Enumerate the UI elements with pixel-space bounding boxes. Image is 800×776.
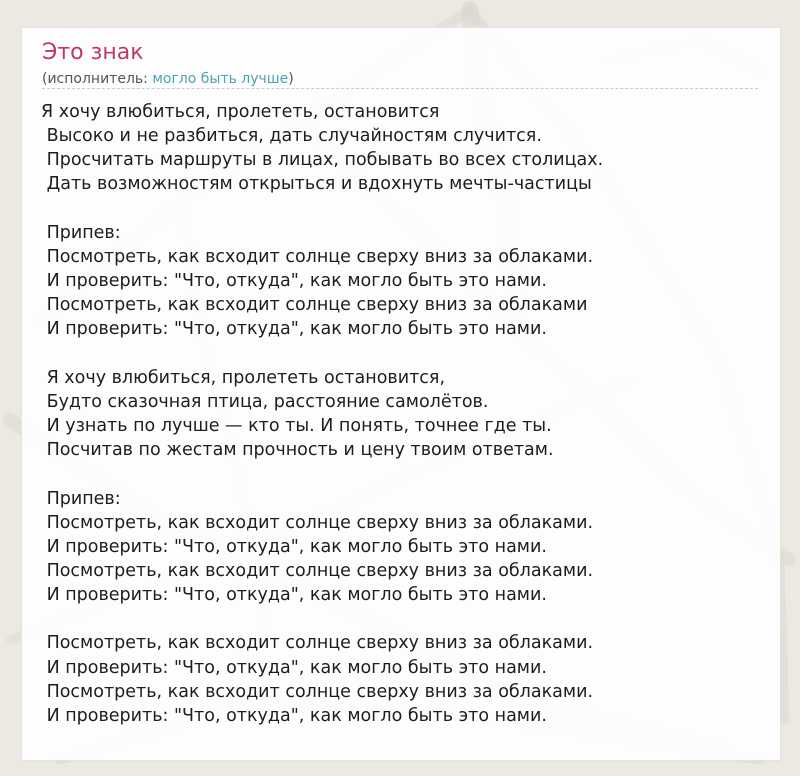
lyrics-line: Посмотреть, как всходит солнце сверху вниз за облаками <box>41 295 588 316</box>
lyrics-line: Посчитав по жестам прочность и цену твоим ответам. <box>41 440 554 461</box>
lyrics-line: И проверить: "Что, откуда", как могло быть это нами. <box>41 585 547 606</box>
lyrics-line: Дать возможностям открыться и вдохнуть мечты-частицы <box>41 174 592 195</box>
lyrics-line: Посмотреть, как всходит солнце сверху вниз за облаками. <box>41 512 594 533</box>
lyrics-line: И проверить: "Что, откуда", как могло быть это нами. <box>41 705 547 726</box>
lyrics-line: Посмотреть, как всходит солнце сверху вниз за облаками. <box>41 633 594 654</box>
lyrics-line: И проверить: "Что, откуда", как могло быть это нами. <box>41 319 547 340</box>
lyrics-line: И проверить: "Что, откуда", как могло быть это нами. <box>41 536 547 557</box>
lyrics-line: Будто сказочная птица, расстояние самолётов. <box>41 391 489 412</box>
lyrics-text <box>41 100 603 728</box>
lyrics-line: И узнать по лучше — кто ты. И понять, точнее где ты. <box>41 416 552 437</box>
lyrics-line: Высоко и не разбиться, дать случайностям случится. <box>41 126 542 147</box>
lyrics-line: Я хочу влюбиться, пролететь, остановится <box>41 102 440 122</box>
lyrics-line: Припев: <box>41 222 121 243</box>
lyrics-line: И проверить: "Что, откуда", как могло быть это нами. <box>41 271 547 292</box>
lyrics-line: Посмотреть, как всходит солнце сверху вниз за облаками. <box>41 560 594 581</box>
lyrics-line: Припев: <box>41 488 121 509</box>
artist-line <box>42 71 294 87</box>
lyrics-line: И проверить: "Что, откуда", как могло быть это нами. <box>41 657 547 678</box>
artist-link[interactable]: могло быть лучше <box>152 71 289 87</box>
artist-prefix: (исполнитель: <box>42 71 153 87</box>
title-divider <box>42 88 758 89</box>
lyrics-line: Посмотреть, как всходит солнце сверху вниз за облаками. <box>41 681 594 702</box>
lyrics-line: Просчитать маршруты в лицах, побывать во всех столицах. <box>41 150 604 171</box>
lyrics-line: Я хочу влюбиться, пролететь остановится, <box>41 367 446 388</box>
song-title: Это знак <box>42 40 144 65</box>
lyrics-line: Посмотреть, как всходит солнце сверху вниз за облаками. <box>41 246 594 267</box>
artist-suffix: ) <box>288 71 294 87</box>
